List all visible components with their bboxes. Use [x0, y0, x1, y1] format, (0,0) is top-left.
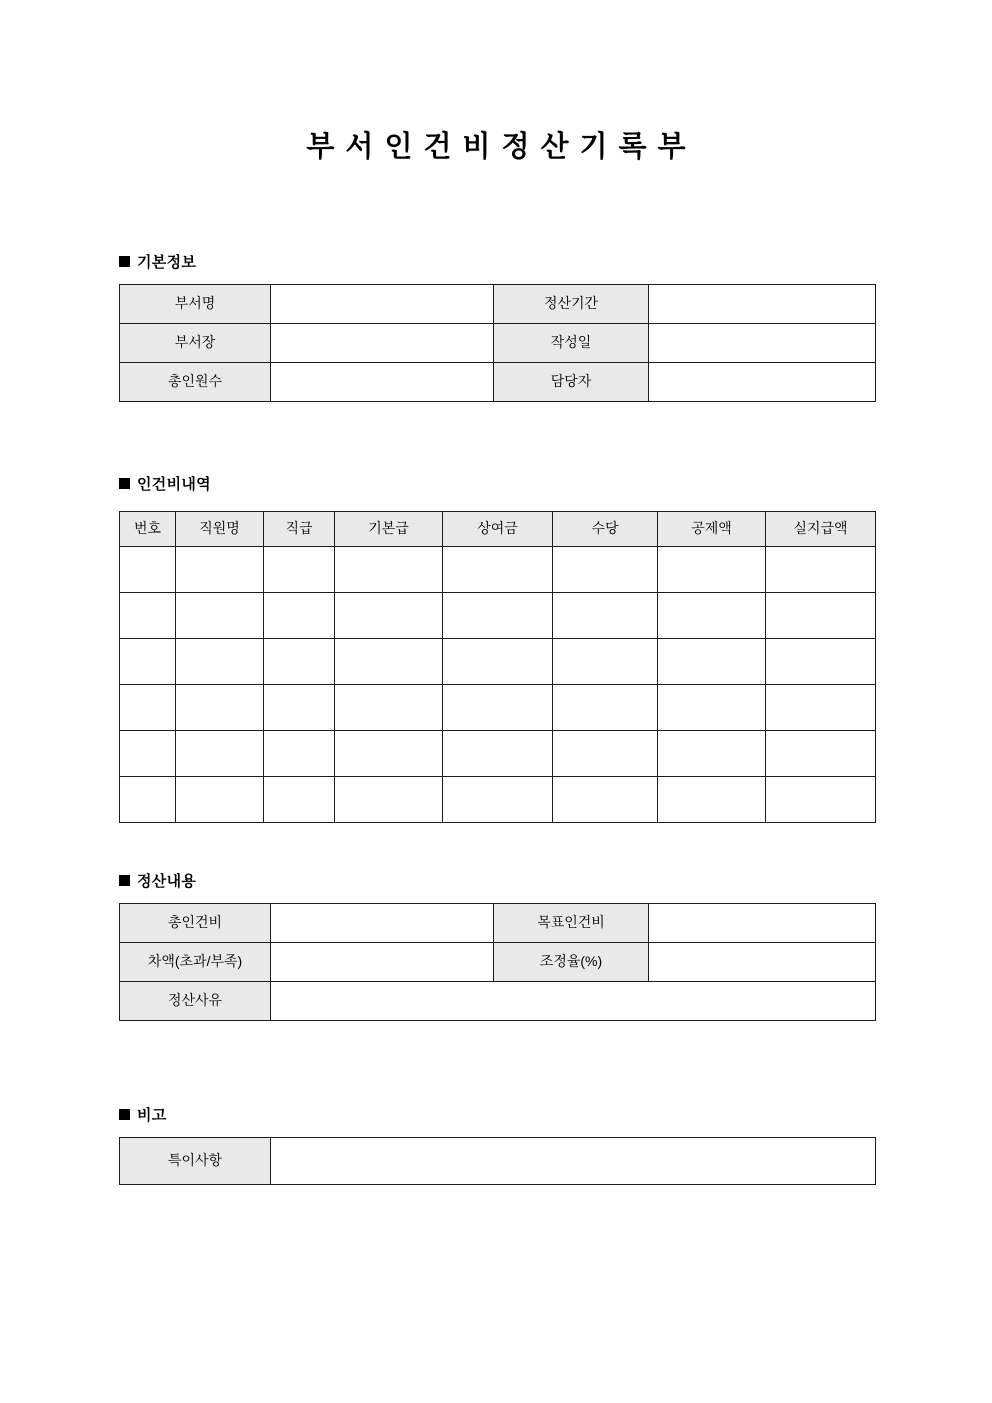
cell-allowance[interactable]: [553, 593, 658, 639]
cell-rank[interactable]: [264, 593, 335, 639]
label-total-headcount: 총인원수: [120, 363, 271, 402]
cell-bonus[interactable]: [443, 685, 553, 731]
settlement-table: [119, 903, 876, 1021]
column-header-employee: 직원명: [176, 512, 264, 547]
column-header-allowance: 수당: [553, 512, 658, 547]
cell-employee[interactable]: [176, 685, 264, 731]
cell-no[interactable]: [120, 731, 176, 777]
table-row: [120, 285, 876, 324]
cell-no[interactable]: [120, 685, 176, 731]
remarks-table: [119, 1137, 876, 1185]
cell-base-pay[interactable]: [335, 777, 443, 823]
field-department-name[interactable]: [271, 285, 494, 324]
cell-rank[interactable]: [264, 777, 335, 823]
label-adjustment-rate: 조정율(%): [494, 943, 649, 982]
section-heading-basic-label: 기본정보: [137, 254, 197, 271]
cell-net-pay[interactable]: [766, 639, 876, 685]
table-row: [120, 1138, 876, 1185]
column-header-rank: 직급: [264, 512, 335, 547]
cell-bonus[interactable]: [443, 639, 553, 685]
page-title: 부서인건비정산기록부: [306, 131, 697, 163]
cell-net-pay[interactable]: [766, 777, 876, 823]
label-department-head: 부서장: [120, 324, 271, 363]
label-target-labor-cost: 목표인건비: [494, 904, 649, 943]
field-total-headcount[interactable]: [271, 363, 494, 402]
cell-bonus[interactable]: [443, 547, 553, 593]
cell-allowance[interactable]: [553, 639, 658, 685]
column-header-no: 번호: [120, 512, 176, 547]
section-heading-detail-label: 인건비내역: [137, 476, 211, 493]
cell-allowance[interactable]: [553, 547, 658, 593]
table-row: [120, 593, 876, 639]
cell-net-pay[interactable]: [766, 685, 876, 731]
label-settlement-period: 정산기간: [494, 285, 649, 324]
label-written-date: 작성일: [494, 324, 649, 363]
label-person-in-charge: 담당자: [494, 363, 649, 402]
cell-deduction[interactable]: [658, 547, 766, 593]
table-row: [120, 363, 876, 402]
basic-info-table: [119, 284, 876, 402]
cell-deduction[interactable]: [658, 731, 766, 777]
cell-base-pay[interactable]: [335, 639, 443, 685]
field-total-labor-cost[interactable]: [271, 904, 494, 943]
cell-deduction[interactable]: [658, 593, 766, 639]
square-bullet-icon: [119, 875, 130, 886]
label-settlement-reason: 정산사유: [120, 982, 271, 1021]
cell-employee[interactable]: [176, 639, 264, 685]
field-target-labor-cost[interactable]: [649, 904, 876, 943]
section-heading-note-label: 비고: [137, 1107, 167, 1124]
table-row: [120, 547, 876, 593]
field-adjustment-rate[interactable]: [649, 943, 876, 982]
section-heading-basic: [119, 251, 196, 272]
section-heading-note: [119, 1104, 167, 1125]
label-total-labor-cost: 총인건비: [120, 904, 271, 943]
cell-employee[interactable]: [176, 593, 264, 639]
cell-allowance[interactable]: [553, 685, 658, 731]
cell-rank[interactable]: [264, 731, 335, 777]
cell-net-pay[interactable]: [766, 731, 876, 777]
cell-no[interactable]: [120, 639, 176, 685]
column-header-bonus: 상여금: [443, 512, 553, 547]
table-row: [120, 904, 876, 943]
section-heading-settlement-label: 정산내용: [137, 873, 197, 890]
field-difference[interactable]: [271, 943, 494, 982]
square-bullet-icon: [119, 256, 130, 267]
cell-base-pay[interactable]: [335, 547, 443, 593]
cell-base-pay[interactable]: [335, 731, 443, 777]
cell-no[interactable]: [120, 777, 176, 823]
table-row: [120, 731, 876, 777]
cell-base-pay[interactable]: [335, 593, 443, 639]
cell-rank[interactable]: [264, 639, 335, 685]
column-header-base-pay: 기본급: [335, 512, 443, 547]
cell-employee[interactable]: [176, 731, 264, 777]
cell-net-pay[interactable]: [766, 593, 876, 639]
cell-allowance[interactable]: [553, 777, 658, 823]
square-bullet-icon: [119, 478, 130, 489]
labor-cost-detail-table: [119, 511, 876, 823]
cell-rank[interactable]: [264, 547, 335, 593]
cell-bonus[interactable]: [443, 777, 553, 823]
cell-rank[interactable]: [264, 685, 335, 731]
cell-bonus[interactable]: [443, 731, 553, 777]
label-department-name: 부서명: [120, 285, 271, 324]
field-settlement-period[interactable]: [649, 285, 876, 324]
cell-employee[interactable]: [176, 547, 264, 593]
table-header-row: [120, 512, 876, 547]
cell-base-pay[interactable]: [335, 685, 443, 731]
section-heading-settlement: [119, 870, 196, 891]
cell-no[interactable]: [120, 593, 176, 639]
table-row: [120, 777, 876, 823]
section-heading-detail: [119, 473, 211, 494]
cell-deduction[interactable]: [658, 777, 766, 823]
cell-no[interactable]: [120, 547, 176, 593]
field-settlement-reason[interactable]: [271, 982, 876, 1021]
field-written-date[interactable]: [649, 324, 876, 363]
field-person-in-charge[interactable]: [649, 363, 876, 402]
label-special-notes: 특이사항: [120, 1138, 271, 1185]
table-row: [120, 639, 876, 685]
table-row: [120, 943, 876, 982]
table-row: [120, 685, 876, 731]
cell-allowance[interactable]: [553, 731, 658, 777]
table-row: [120, 324, 876, 363]
cell-deduction[interactable]: [658, 685, 766, 731]
column-header-net-pay: 실지급액: [766, 512, 876, 547]
field-special-notes[interactable]: [271, 1138, 876, 1185]
field-department-head[interactable]: [271, 324, 494, 363]
cell-bonus[interactable]: [443, 593, 553, 639]
square-bullet-icon: [119, 1109, 130, 1120]
column-header-deduction: 공제액: [658, 512, 766, 547]
cell-deduction[interactable]: [658, 639, 766, 685]
label-difference: 차액(초과/부족): [120, 943, 271, 982]
table-row: [120, 982, 876, 1021]
cell-employee[interactable]: [176, 777, 264, 823]
cell-net-pay[interactable]: [766, 547, 876, 593]
